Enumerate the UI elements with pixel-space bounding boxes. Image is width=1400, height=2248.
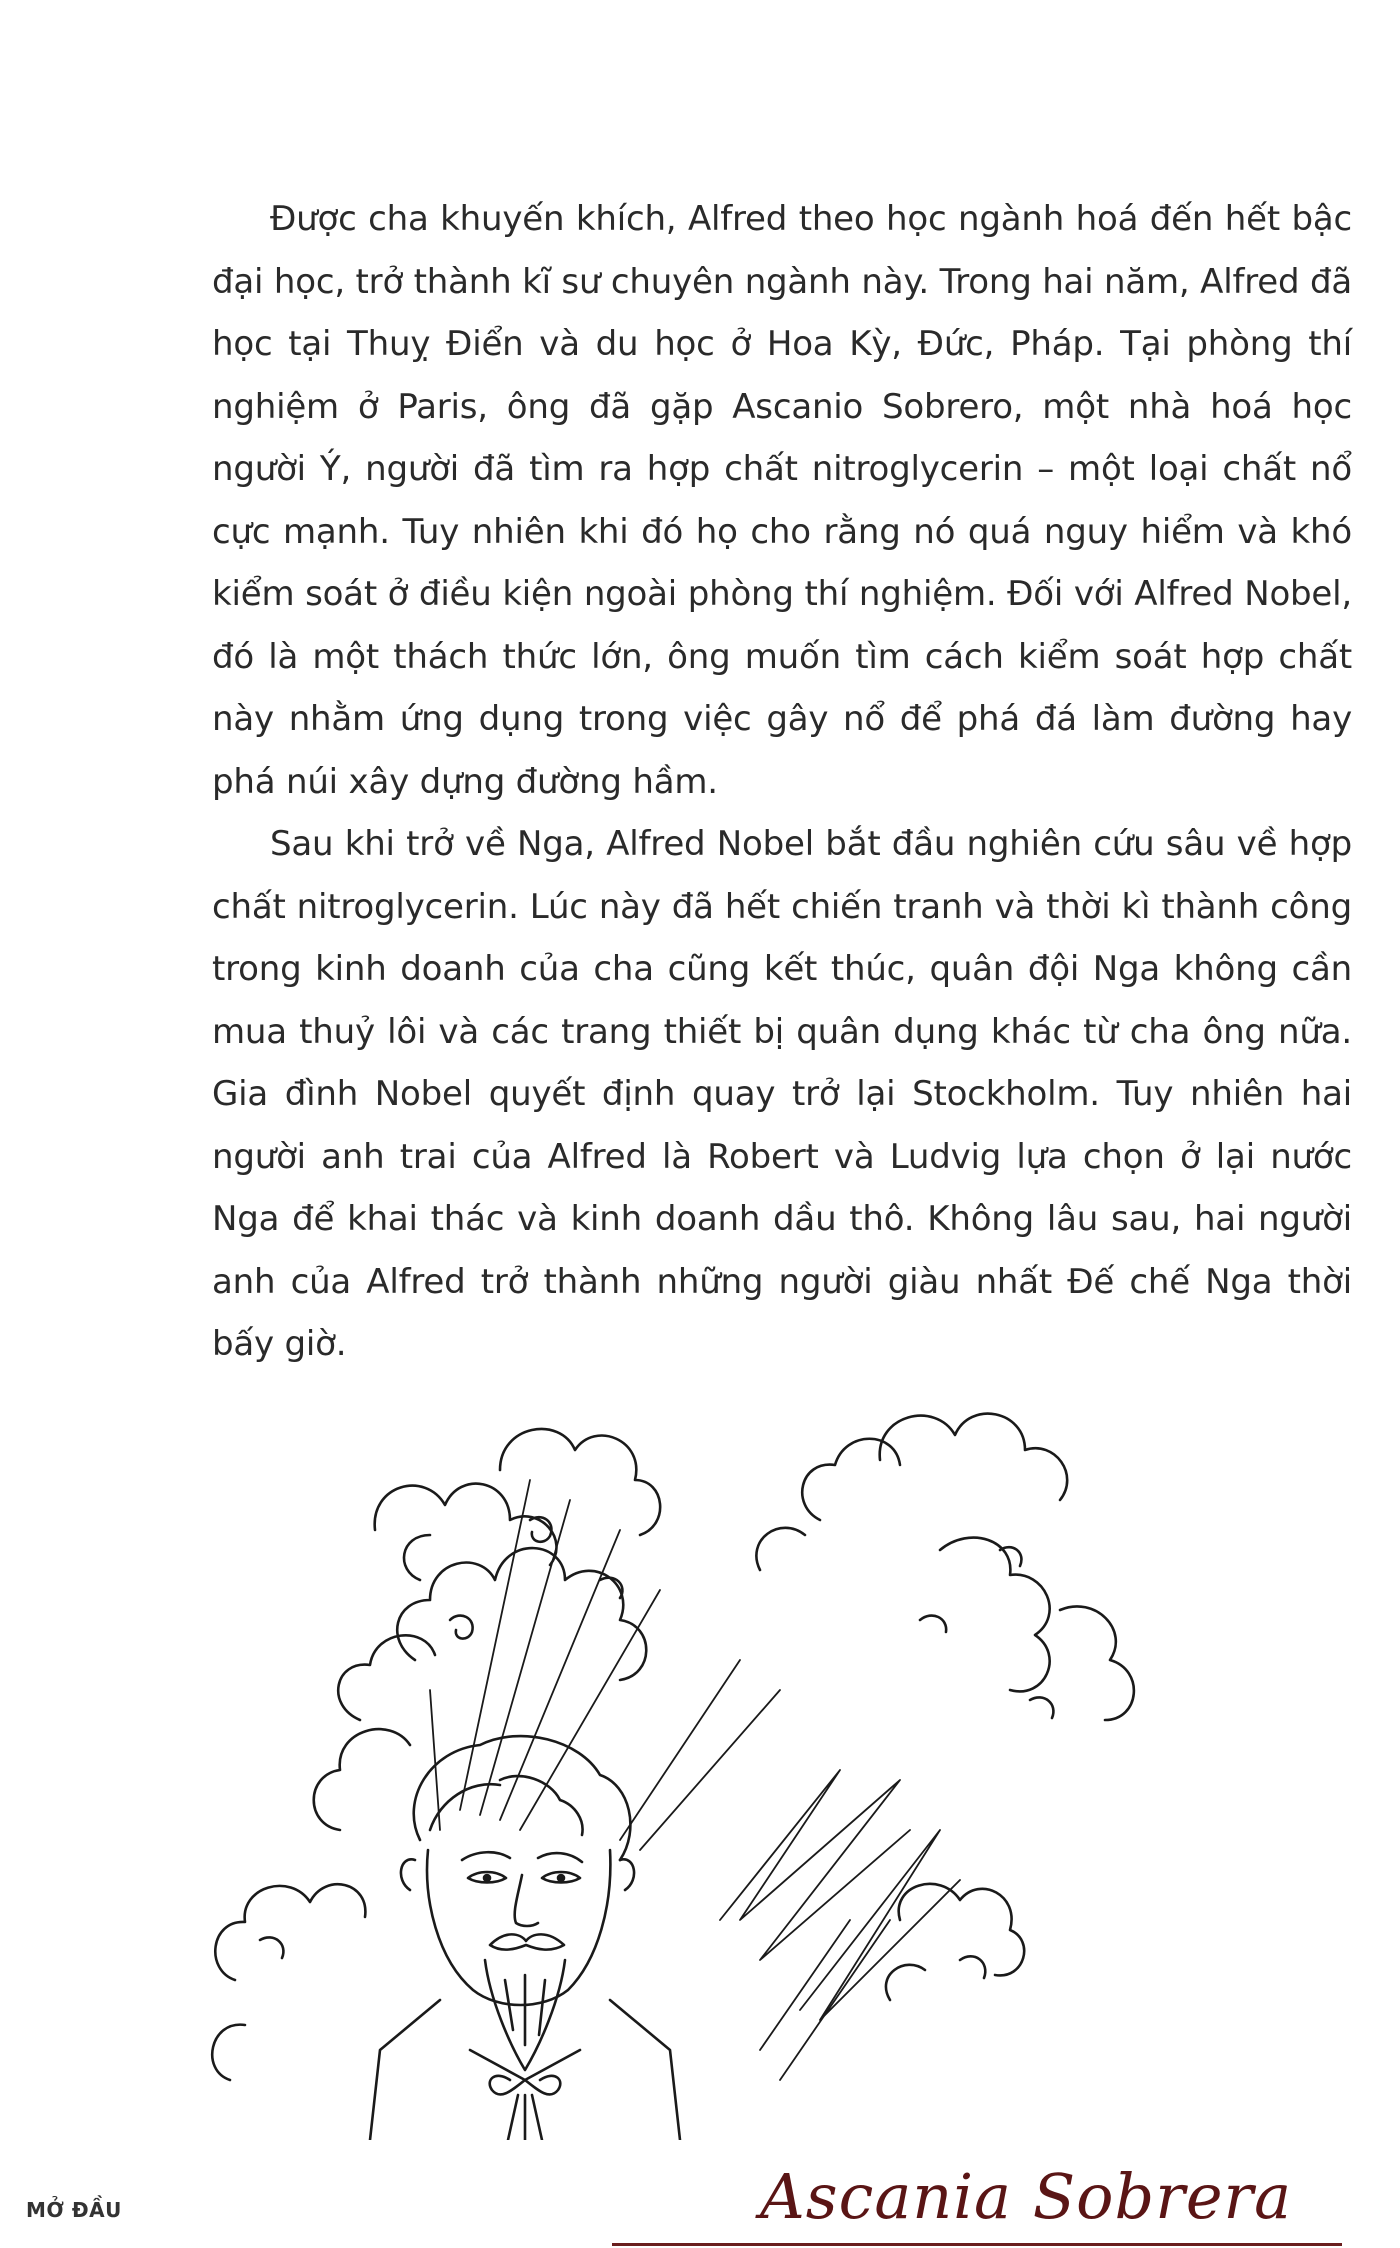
caption-underline: [612, 2243, 1342, 2246]
paragraph-1: Được cha khuyến khích, Alfred theo học ngành hoá đến hết bậc đại học, trở thành kĩ sư chuyên ngành này. Trong hai năm, Alfred đã học tại Thuỵ Điển và du học ở Hoa Kỳ, Đức, Pháp. Tại phòng thí nghiệm ở Paris, ông đã gặp Ascanio Sobrero, một nhà hoá học người Ý, người đã tìm ra hợp chất nitroglycerin – một loại chất nổ cực mạnh. Tuy nhiên khi đó họ cho rằng nó quá nguy hiểm và khó kiểm soát ở điều kiện ngoài phòng thí nghiệm. Đối với Alfred Nobel, đó là một thách thức lớn, ông muốn tìm cách kiểm soát hợp chất này nhằm ứng dụng trong việc gây nổ để phá đá làm đường hay phá núi xây dựng đường hầm.: [212, 199, 1352, 802]
right-smoke-cloud: [756, 1414, 1133, 2000]
signature-caption: Ascania Sobrera: [760, 2160, 1293, 2233]
portrait-figure: [370, 1736, 680, 2140]
body-text: [212, 188, 1352, 1376]
explosion-rays: [430, 1480, 960, 2080]
left-smoke-cloud: [212, 1429, 660, 2080]
paragraph-2: Sau khi trở về Nga, Alfred Nobel bắt đầu nghiên cứu sâu về hợp chất nitroglycerin. Lúc này đã hết chiến tranh và thời kì thành công trong kinh doanh của cha cũng kết thúc, quân đội Nga không cần mua thuỷ lôi và các trang thiết bị quân dụng khác từ cha ông nữa. Gia đình Nobel quyết định quay trở lại Stockholm. Tuy nhiên hai người anh trai của Alfred là Robert và Ludvig lựa chọn ở lại nước Nga để khai thác và kinh doanh dầu thô. Không lâu sau, hai người anh của Alfred trở thành những người giàu nhất Đế chế Nga thời bấy giờ.: [212, 824, 1352, 1364]
section-label: MỞ ĐẦU: [26, 2198, 122, 2222]
explosion-portrait-illustration: [200, 1360, 1380, 2140]
